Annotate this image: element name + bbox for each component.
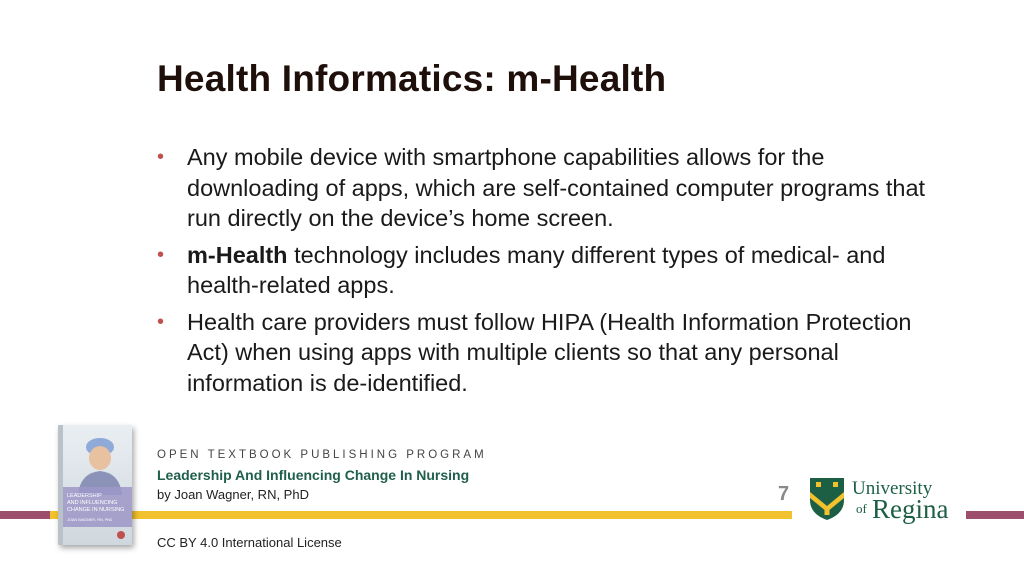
bullet-text: Any mobile device with smartphone capabilities allows for the downloading of apps, which are self-contained computer programs that run directly on the device’s home screen. [187, 144, 926, 231]
book-author: by Joan Wagner, RN, PhD [157, 487, 309, 502]
cover-title-line: CHANGE IN NURSING [67, 507, 125, 513]
footer-bar-right [966, 511, 1024, 519]
book-cover-art [58, 425, 132, 545]
slide-title: Health Informatics: m-Health [157, 58, 667, 99]
logo-regina: Regina [872, 494, 949, 524]
logo-university: University [852, 478, 933, 499]
bullet-text: technology includes many different types of medical- and health-related apps. [187, 241, 886, 298]
bullet-marker: • [157, 146, 165, 168]
page-number: 7 [778, 483, 790, 505]
bullet-item-1 [157, 142, 957, 234]
license-text: CC BY 4.0 International License [157, 535, 342, 550]
program-label: OPEN TEXTBOOK PUBLISHING PROGRAM [157, 449, 487, 461]
cover-title-line: AND INFLUENCING [67, 500, 118, 506]
cover-title-line: LEADERSHIP [67, 493, 102, 499]
bullet-list [157, 142, 957, 404]
university-crest-icon [808, 476, 846, 522]
footer-bar-yellow [50, 511, 792, 519]
bullet-bold-term: m-Health [187, 241, 288, 268]
footer-bar-left [0, 511, 50, 519]
bullet-marker: • [157, 243, 165, 266]
bullet-marker: • [157, 310, 165, 333]
logo-of: of [856, 501, 867, 516]
bullet-item-2 [157, 240, 957, 301]
book-cover-image [58, 425, 132, 545]
cover-author: JOAN WAGNER, RN, PhD [67, 518, 113, 522]
bullet-text: Health care providers must follow HIPA (Health Information Protection Act) when using apps with multiple clients so that any personal information is de-identified. [187, 308, 912, 396]
book-title: Leadership And Influencing Change In Nursing [157, 467, 470, 483]
bullet-item-3 [157, 307, 957, 399]
